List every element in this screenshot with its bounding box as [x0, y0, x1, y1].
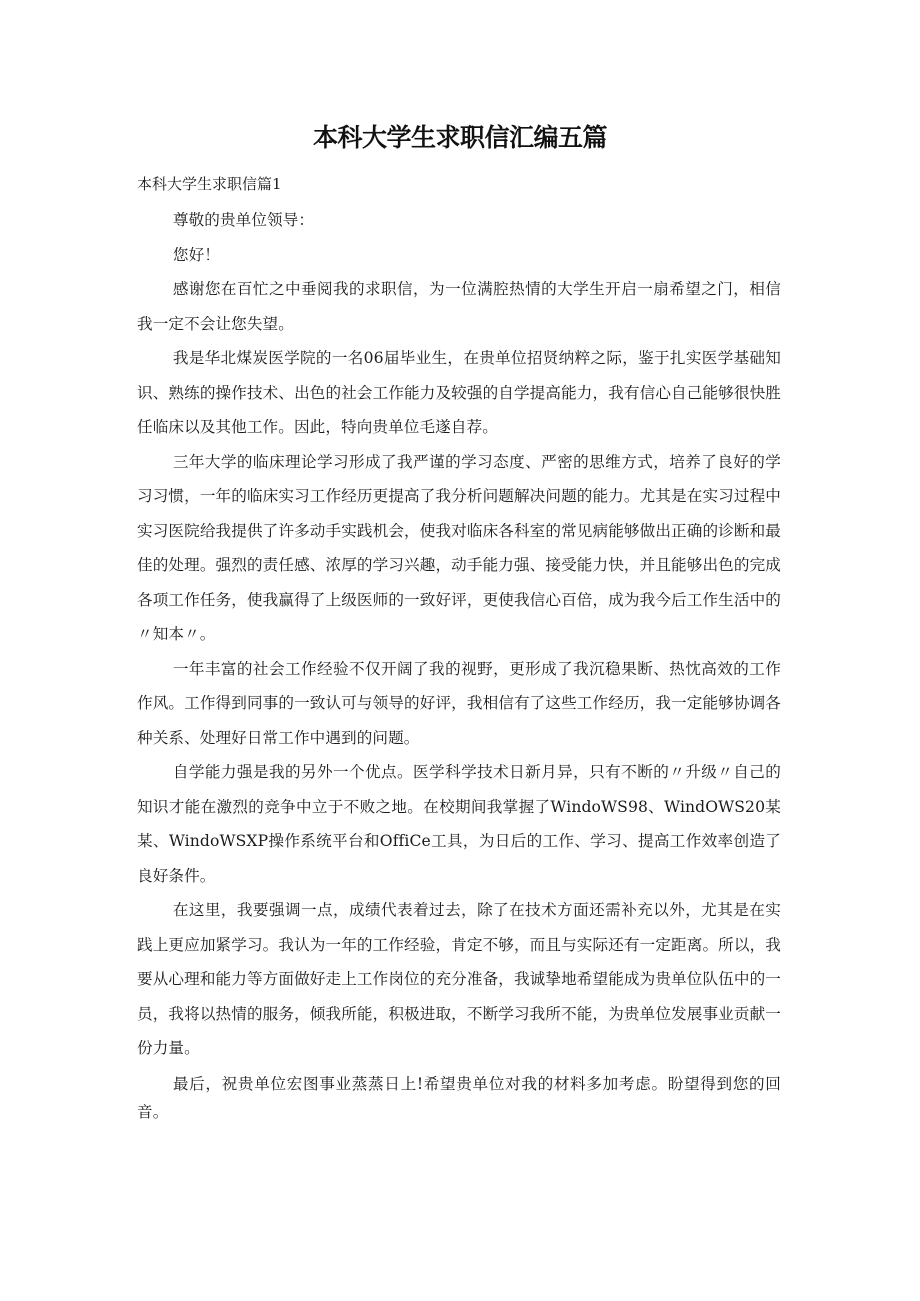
paragraph-study: 三年大学的临床理论学习形成了我严谨的学习态度、严密的思维方式，培养了良好的学习习惯，一年的临床实习工作经历更提高了我分析问题解决问题的能力。尤其是在实习过程中实习医院给我提供了许多动手实践机会，使我对临床各科室的常见病能够做出正确的诊断和最佳的处理。强烈的责任感、浓厚的学习兴趣，动手能力强、接受能力快，并且能够出色的完成各项工作任务，使我赢得了上级医师的一致好评，更使我信心百倍，成为我今后工作生活中的〃知本〃。 — [137, 452, 781, 643]
document-title: 本科大学生求职信汇编五篇 — [312, 123, 607, 152]
paragraph-work-experience: 一年丰富的社会工作经验不仅开阔了我的视野，更形成了我沉稳果断、热忱高效的工作作风。工作得到同事的一致认可与领导的好评，我相信有了这些工作经历，我一定能够协调各种关系、处理好日常工作中遇到的问题。 — [137, 659, 781, 747]
paragraph-emphasis: 在这里，我要强调一点，成绩代表着过去，除了在技术方面还需补充以外，尤其是在实践上更应加紧学习。我认为一年的工作经验，肯定不够，而且与实际还有一定距离。所以，我要从心理和能力等方面做好走上工作岗位的充分准备，我诚挚地希望能成为贵单位队伍中的一员，我将以热情的服务，倾我所能，积极进取，不断学习我所不能，为贵单位发展事业贡献一份力量。 — [137, 901, 781, 1057]
paragraph-closing: 最后，祝贵单位宏图事业蒸蒸日上!希望贵单位对我的材料多加考虑。盼望得到您的回音。 — [137, 1074, 781, 1121]
greeting: 您好！ — [172, 245, 220, 264]
letter-body — [137, 170, 781, 1126]
salutation: 尊敬的贵单位领导： — [172, 211, 315, 229]
section-heading: 本科大学生求职信篇1 — [137, 175, 282, 193]
paragraph-thanks: 感谢您在百忙之中垂阅我的求职信，为一位满腔热情的大学生开启一扇希望之门，相信我一定不会让您失望。 — [137, 280, 781, 333]
paragraph-self-learning: 自学能力强是我的另外一个优点。医学科学技术日新月异，只有不断的〃升级〃自己的知识才能在激烈的竞争中立于不败之地。在校期间我掌握了WindoWS98、WindOWS20某某、WindoWSXP操作系统平台和OffiCe工具，为日后的工作、学习、提高工作效率创造了良好条件。 — [137, 763, 781, 885]
paragraph-introduction: 我是华北煤炭医学院的一名06届毕业生，在贵单位招贤纳粹之际，鉴于扎实医学基础知识、熟练的操作技术、出色的社会工作能力及较强的自学提高能力，我有信心自己能够很快胜任临床以及其他工作。因此，特向贵单位毛遂自荐。 — [137, 349, 781, 436]
